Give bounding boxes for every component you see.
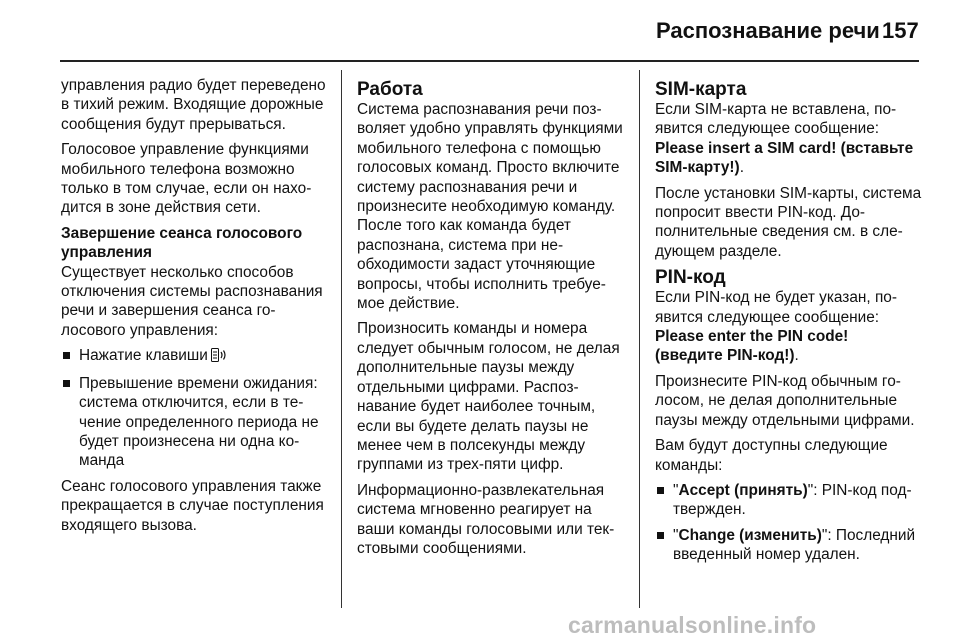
system-message: Please enter the PIN code!	[655, 328, 849, 346]
paragraph: После установки SIM-карты, система попросит ввести PIN-код. Дополнительные сведения см. в следующем разделе.	[655, 184, 922, 260]
paragraph: Сеанс голосового управления также прекращается в случае поступления входящего вызова.	[61, 477, 324, 534]
command-description: : PIN-код подтвержден.	[673, 481, 912, 519]
column-divider-2	[639, 70, 640, 608]
paragraph: Если PIN-код не будет указан, появится следующее сообщение: Please enter the PIN code! (введите PIN-код!).	[655, 289, 898, 365]
bullet-marker	[63, 352, 70, 359]
command-name: Change (изменить)	[678, 526, 822, 544]
system-message: Please insert a SIM card! (вставьте SIM-карту!)	[655, 139, 914, 177]
page-number: 157	[882, 18, 919, 43]
paragraph: Существует несколько способов отключения системы распознавания речи и завершения сеанса голосового управления:	[61, 263, 323, 339]
paragraph: Вам будут доступны следующие команды:	[655, 437, 888, 474]
list-item	[61, 374, 333, 471]
bullet-list	[61, 346, 333, 470]
bullet-marker	[63, 380, 70, 387]
watermark: carmanualsonline.info	[568, 612, 817, 638]
list-item: "Change (изменить)": Последний введенный номер удален.	[655, 526, 923, 565]
column-divider-1	[341, 70, 342, 608]
system-message: (введите PIN-код!)	[655, 347, 795, 365]
list-item: "Accept (принять)": PIN-код подтвержден.	[655, 481, 923, 520]
voice-control-key-icon	[211, 348, 227, 367]
page-title: Распознавание речи	[656, 18, 880, 43]
command-name: Accept (принять)	[678, 481, 808, 499]
paragraph: Если SIM-карта не вставлена, появится следующее сообщение: Please insert a SIM card! (вставьте SIM-карту!).	[655, 101, 914, 177]
subheading-end-session: Завершение сеанса голосового управления	[61, 224, 303, 262]
list-item	[61, 346, 333, 367]
header-rule	[60, 60, 919, 62]
paragraph: Система распознавания речи позволяет удобно управлять функциями мобильного телефона с помощью голосовых команд. Просто включите систему распознавания речи и произнесите необходимую команду. После того как команда будет распознана, система при необходимости задаст уточняющие вопросы, чтобы исполнить требуемое действие.	[357, 101, 623, 313]
column-right	[655, 76, 923, 571]
column-middle	[357, 76, 627, 564]
section-heading-operation: Работа	[357, 79, 423, 100]
paragraph: Произносить команды и номера следует обычным голосом, не делая дополнительные паузы между отдельными цифрами. Распознавание будет наиболее точным, если вы будете делать паузы не менее чем в полсекунды между группами из трех-пяти цифр.	[357, 320, 620, 474]
bullet-marker	[657, 487, 664, 494]
paragraph-text: Если SIM-карта не вставлена, появится следующее сообщение:	[655, 101, 897, 138]
paragraph-text: Если PIN-код не будет указан, появится следующее сообщение:	[655, 289, 898, 326]
command-description: : Последний введенный номер удален.	[673, 526, 916, 564]
list-item-text: Нажатие клавиши	[79, 347, 208, 365]
column-left	[61, 76, 333, 541]
paragraph: Произнесите PIN-код обычным голосом, не делая дополнительные паузы между отдельными цифрами.	[655, 372, 915, 429]
list-item-text: Превышение времени ожидания: система отключится, если в течение определенного периода не будет произнесена ни одна команда	[79, 374, 319, 470]
paragraph: управления радио будет переведено в тихий режим. Входящие дорожные сообщения будут прерываться.	[61, 77, 326, 133]
paragraph: Голосовое управление функциями мобильного телефона возможно только в том случае, если он находится в зоне действия сети.	[61, 141, 312, 217]
command-list	[655, 481, 923, 565]
section-heading-sim-card: SIM-карта	[655, 79, 747, 100]
bullet-marker	[657, 532, 664, 539]
page-header	[0, 0, 960, 64]
section-heading-pin-code: PIN-код	[655, 267, 726, 289]
paragraph: Информационно-развлекательная система мгновенно реагирует на ваши команды голосовыми или текстовыми сообщениями.	[357, 481, 615, 557]
